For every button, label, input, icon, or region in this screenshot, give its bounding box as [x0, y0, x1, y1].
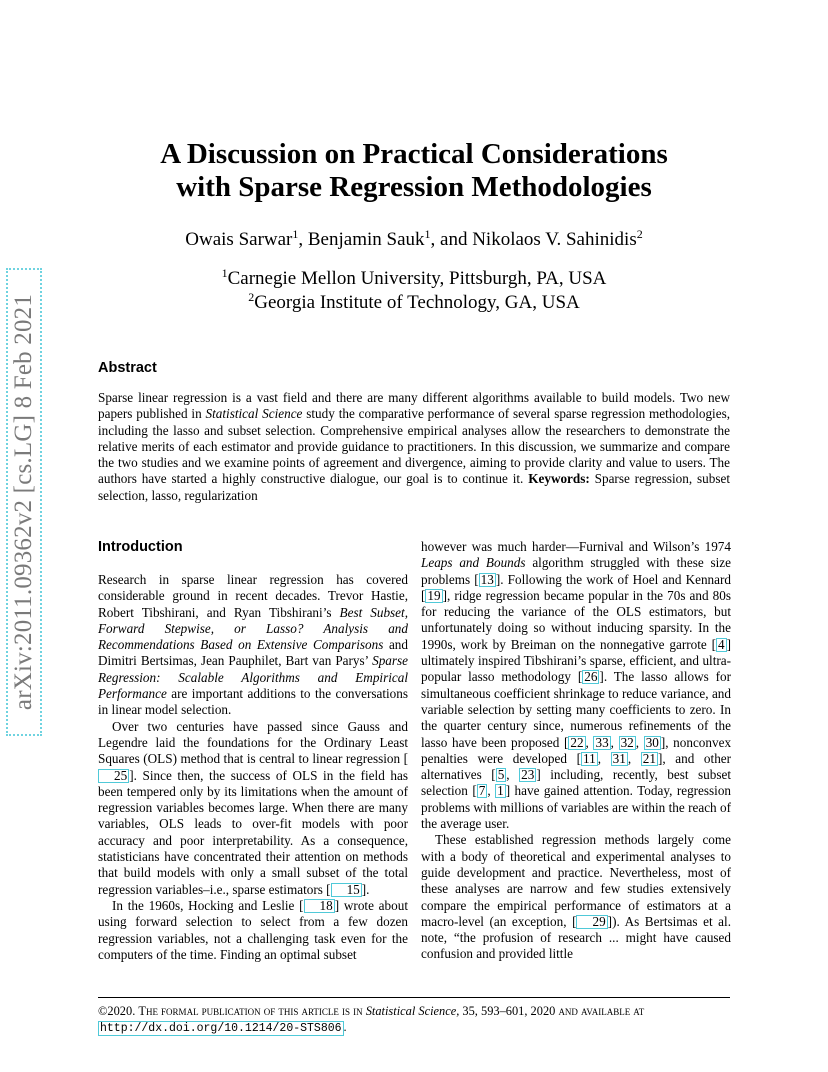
p3-text-b: wrote about using forward selection to select from a few dozen regression variables, not a challenging task even for the computers of the time. Finding an optimal subset — [98, 897, 408, 962]
p1-title-hastie: Best Subset, Forward Stepwise, or Lasso? Analysis and Recommendations Based on Extensive Comparisons — [98, 604, 408, 653]
citation-link[interactable]: 32 — [620, 734, 634, 750]
arxiv-id-text: arXiv:2011.09362v2 [cs.LG] 8 Feb 2021 — [10, 293, 38, 711]
citation-link[interactable]: 29 — [576, 915, 607, 929]
title-line-2: with Sparse Regression Methodologies — [176, 171, 652, 203]
p2-text-a: Over two centuries have passed since Gauss and Legendre laid the foundations for the Ordinary Least Squares (OLS) method that is central to linear regression — [98, 718, 408, 767]
citation-link[interactable]: 25 — [98, 769, 129, 783]
citation-link[interactable]: 19 — [427, 587, 441, 603]
r1-text-a: however was much harder—Furnival and Wilson’s 1974 — [421, 539, 731, 554]
author-3-affil: 2 — [636, 227, 643, 241]
author-2-affil: 1 — [424, 227, 431, 241]
citation-link[interactable]: 22 — [570, 734, 584, 750]
sep: , — [627, 750, 641, 766]
right-column — [421, 539, 731, 963]
p1-text-b: and Dimitri Bertsimas, Jean Pauphilet, Bart van Parys’ — [98, 637, 408, 669]
intro-paragraph-4: These established regression methods largely come with a body of theoretical and experimental analyses to guide development and practice. Nevertheless, most of these analyses are narrow and few studies extensively compare the empirical performance of estimators at a macro-level (an exception, [ 29 ]). As Bertsimas et al. note, “the profusion of research ... might have caused confusion and provided little — [421, 832, 731, 962]
sep: , — [610, 734, 619, 750]
p1-text-a: Research in sparse linear regression has covered considerable ground in recent decades. Trevor Hastie, Robert Tibshirani, and Ryan Tibshirani’s — [98, 572, 408, 620]
citation-link[interactable]: 13 — [480, 571, 494, 587]
r1-text-b: algorithm struggled with these size problems — [421, 555, 731, 587]
citation-link[interactable]: 23 — [521, 767, 535, 783]
abstract-journal: Statistical Science — [205, 406, 303, 422]
citation-link[interactable]: 30 — [645, 734, 659, 750]
citation-link[interactable]: 21 — [642, 750, 656, 766]
footnote-end: . — [343, 1020, 347, 1034]
footnote-volume: 35, 593–601, 2020 — [459, 1004, 559, 1018]
affiliation-2-text: Georgia Institute of Technology, GA, USA — [254, 292, 580, 313]
left-column — [98, 572, 408, 963]
author-3: , and Nikolaos V. Sahinidis — [430, 229, 637, 250]
sep: , — [635, 734, 644, 750]
p2-text-b: . Since then, the success of OLS in the field has been tempered only by its limitations when the amount of regression variables becomes large. When there are many variables, OLS leads to over-fit models with poor accuracy and poor interpretability. As a consequence, statisticians have concentrated their attention on methods that build models with only a small subset of the total regression variables–i.e., sparse estimators — [98, 767, 408, 897]
citation-link[interactable]: 5 — [497, 767, 505, 783]
copyright-text: ©2020. — [98, 1004, 139, 1018]
r2-text-b: ). As Bertsimas et al. note, “the profusion of research ... might have caused confusion and provided little — [421, 913, 731, 962]
affiliation-1-text: Carnegie Mellon University, Pittsburgh, PA, USA — [227, 268, 607, 289]
author-2: , Benjamin Sauk — [298, 229, 425, 250]
intro-paragraph-3: In the 1960s, Hocking and Leslie [ 18 ] wrote about using forward selection to select from a few dozen regression variables, not a challenging task even for the computers of the time. Finding an optimal subset — [98, 897, 408, 962]
affiliation-list — [98, 267, 730, 315]
footnote-text-2: and available at — [558, 1004, 645, 1018]
r2-text-a: These established regression methods largely come with a body of theoretical and experimental analyses to guide development and practice. Nevertheless, most of these analyses are narrow and few studies extensively compare the empirical performance of estimators at a macro-level (an exception, — [421, 832, 731, 929]
keywords-text: Sparse regression, subset selection, lasso, regularization — [98, 471, 731, 503]
citation-link[interactable]: 33 — [595, 734, 609, 750]
affiliation-1 — [98, 267, 730, 291]
r1-text-e: ultimately inspired Tibshirani’s sparse, efficient, and ultra-popular lasso methodology — [421, 653, 731, 685]
p1-title-bertsimas: Sparse Regression: Scalable Algorithms and Empirical Performance — [98, 653, 408, 702]
p2-text-c: . — [366, 881, 370, 897]
title-line-1: A Discussion on Practical Considerations — [160, 138, 668, 170]
abstract-body — [98, 390, 730, 504]
r1-text-g: ], nonconvex penalties were developed [ — [421, 734, 732, 766]
affiliation-2-mark: 2 — [248, 290, 255, 304]
citation-link[interactable]: 18 — [304, 899, 335, 913]
citation-link[interactable]: 31 — [612, 750, 626, 766]
citation-link[interactable]: 4 — [718, 636, 725, 652]
arxiv-sidebar-stamp[interactable] — [6, 268, 42, 736]
keywords-label: Keywords: — [528, 471, 590, 487]
abstract-heading: Abstract — [98, 360, 157, 376]
r1-text-h: ], and other alternatives [ — [421, 750, 732, 783]
doi-link[interactable]: http://dx.doi.org/10.1214/20-STS806 — [100, 1022, 342, 1035]
r1-text-i: ] including, recently, best subset selection [ — [421, 767, 732, 799]
r1-text-d: , ridge regression became popular in the 70s and 80s for reducing the variance of the OLS estimators, but unfortunately doing so without inducing sparsity. In the 1990s, work by Breiman on the nonnegative garrote — [421, 587, 731, 652]
sep: , — [506, 767, 520, 783]
affiliation-1-mark: 1 — [221, 266, 228, 280]
footnote-rule — [98, 997, 730, 998]
r1-text-c: . Following the work of Hoel and Kennard — [500, 571, 731, 587]
p1-text-c: are important additions to the conversations in linear model selection. — [98, 686, 408, 718]
publication-footnote — [98, 1003, 730, 1037]
paper-title — [98, 138, 730, 204]
abstract-text-1: Sparse linear regression is a vast field and there are many different algorithms available to build models. Two new papers published in — [98, 390, 730, 422]
citation-link[interactable]: 15 — [331, 883, 362, 897]
introduction-heading: Introduction — [98, 539, 183, 555]
sep: , — [585, 734, 594, 750]
intro-paragraph-1 — [98, 572, 408, 719]
footnote-text-1: The formal publication of this article is in — [138, 1004, 366, 1018]
sep: , — [597, 750, 611, 766]
footnote-journal: Statistical Science, — [365, 1004, 460, 1018]
r1-leaps-bounds: Leaps and Bounds — [421, 555, 526, 571]
author-1-affil: 1 — [292, 227, 299, 241]
intro-paragraph-2: Over two centuries have passed since Gauss and Legendre laid the foundations for the Ordinary Least Squares (OLS) method that is central to linear regression [25 ]. Since then, the success of OLS in the field has been tempered only by its limitations when the amount of regression variables becomes large. When there are many variables, OLS leads to over-fit models with poor accuracy and poor interpretability. As a consequence, statisticians have concentrated their attention on methods that build models with only a small subset of the total regression variables–i.e., sparse estimators [ 15 ]. — [98, 718, 408, 897]
citation-link[interactable]: 1 — [497, 783, 504, 799]
citation-link[interactable]: 11 — [582, 750, 596, 766]
abstract-text-2: study the comparative performance of several sparse regression methodologies, including the lasso and subset selection. Comprehensive empirical analyses allow the researchers to demonstrate the relative merits of each estimator and provide guidance to practitioners. In this discussion, we summarize and compare the two studies and we examine points of agreement and divergence, aiming to provide clarity and value to users. The authors have started a highly constructive dialogue, our goal is to continue it. — [98, 406, 731, 487]
affiliation-2 — [98, 291, 730, 315]
r1-text-j: ] have gained attention. Today, regression problems with millions of variables are within the reach of the average user. — [421, 783, 732, 832]
author-list — [98, 228, 730, 252]
citation-link[interactable]: 26 — [584, 669, 598, 685]
sep: , — [487, 783, 496, 799]
author-1: Owais Sarwar — [185, 229, 293, 250]
p3-text-a: In the 1960s, Hocking and Leslie — [112, 897, 300, 913]
citation-link[interactable]: 7 — [478, 783, 486, 799]
intro-paragraph-3-cont: however was much harder—Furnival and Wilson’s 1974 Leaps and Bounds algorithm struggled with these size problems [ 13 ]. Following the work of Hoel and Kennard [ 19 ], ridge regression became popular in the 70s and 80s for reducing the variance of the OLS estimators, but unfortunately doing so without inducing sparsity. In the 1990s, work by Breiman on the nonnegative garrote [ 4 ] ultimately inspired Tibshirani’s sparse, efficient, and ultra-popular lasso methodology [ 26 ]. The lasso allows for simultaneous coefficient shrinkage to reduce variance, and variable selection by setting many coefficients to zero. In the quarter century since, numerous refinements of the lasso have been proposed [ 22 , 33 , 32 , 30 ], nonconvex penalties were developed [ 11 , 31 , 21 ], and other alternatives [ 5 , 23 ] including, recently, best subset selection [ 7 , 1 ] have gained attention. Today, regression problems with millions of variables are within the reach of the average user. — [421, 539, 732, 832]
r1-text-f: . The lasso allows for simultaneous coefficient shrinkage to reduce variance, and variable selection by setting many coefficients to zero. In the quarter century since, numerous refinements of the lasso have been proposed [ — [421, 669, 731, 750]
